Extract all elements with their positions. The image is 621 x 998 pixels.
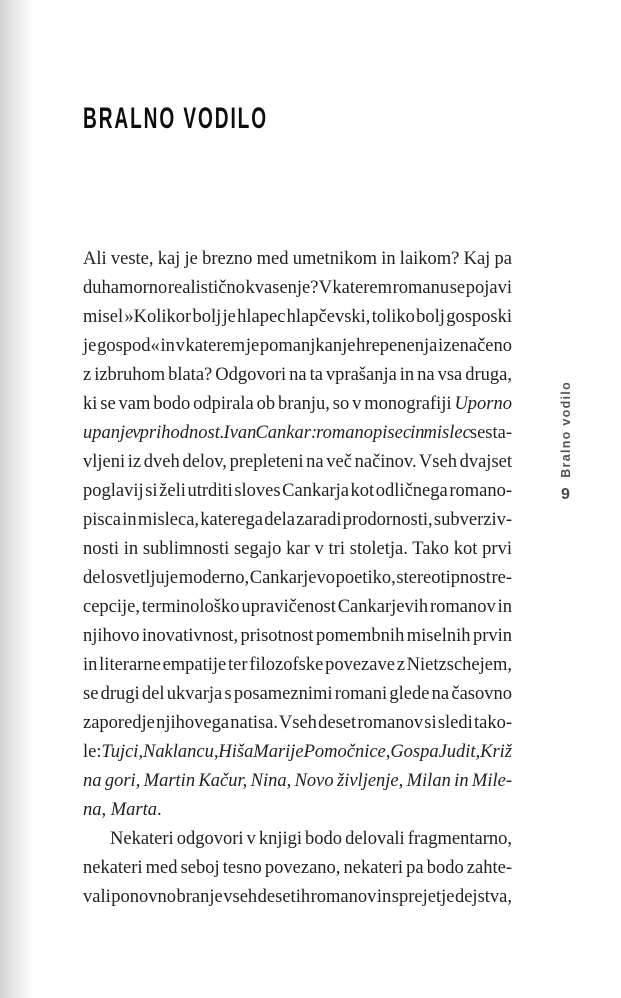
text-line: njihovo inovativnost, prisotnost pomembnih miselnih prvin xyxy=(83,626,512,646)
text-line: vali ponovno branje vseh desetih romanov in sprejetje dejstva, xyxy=(83,887,512,907)
text-line: upanje v prihodnost. Ivan Cankar: romanopisec in mislec sesta- xyxy=(83,423,513,443)
text-line: na, Marta. xyxy=(83,800,162,820)
text-line: in literarne empatije ter filozofske povezave z Nietzschejem, xyxy=(83,655,512,675)
text-line: se drugi del ukvarja s posameznimi romani glede na časovno xyxy=(83,684,512,704)
text-line: z izbruhom blata? Odgovori na ta vprašanja in na vsa druga, xyxy=(83,365,512,385)
text-line: del osvetljuje moderno, Cankarjevo poetiko, stereotipnost re- xyxy=(83,568,512,588)
text-line: duhamorno realistično kvasenje? V katerem romanu se pojavi xyxy=(83,278,512,298)
text-line: misel »Kolikor bolj je hlapec hlapčevski, toliko bolj gosposki xyxy=(83,307,512,327)
paragraph xyxy=(83,825,512,912)
text-line: vljeni iz dveh delov, prepleteni na več načinov. Vseh dvajset xyxy=(83,452,512,472)
chapter-title: BRALNO VODILO xyxy=(83,102,268,135)
text-line: Nekateri odgovori v knjigi bodo delovali fragmentarno, xyxy=(110,829,512,849)
text-line: Ali veste, kaj je brezno med umetnikom in laikom? Kaj pa xyxy=(83,249,512,269)
text-line: na gori, Martin Kačur, Nina, Novo življenje, Milan in Mile- xyxy=(83,771,512,791)
text-line: poglavij si želi utrditi sloves Cankarja kot odličnega romano- xyxy=(83,481,512,501)
sidebar-running-title: Bralno vodilo xyxy=(559,381,573,478)
paragraph xyxy=(83,245,512,825)
spine-shadow xyxy=(0,0,34,998)
page-number: 9 xyxy=(561,486,570,503)
text-line: cepcije, terminološko upravičenost Cankarjevih romanov in xyxy=(83,597,513,617)
text-line: ki se vam bodo odpirala ob branju, so v monografiji Uporno xyxy=(83,394,512,414)
text-line: zaporedje njihovega natisa. Vseh deset romanov si sledi tako- xyxy=(83,713,512,733)
text-line: je gospod« in v katerem je pomanjkanje hrepenenja izenačeno xyxy=(83,336,512,356)
text-line: nekateri med seboj tesno povezano, nekateri pa bodo zahte- xyxy=(83,858,512,878)
body-text xyxy=(83,245,512,912)
text-line: nosti in sublimnosti segajo kar v tri stoletja. Tako kot prvi xyxy=(83,539,512,559)
text-line: pisca in misleca, katerega dela zaradi prodornosti, subverziv- xyxy=(83,510,512,530)
text-line: le: Tujci, Na klancu, Hiša Marije Pomočnice, Gospa Judit, Križ xyxy=(83,742,512,762)
